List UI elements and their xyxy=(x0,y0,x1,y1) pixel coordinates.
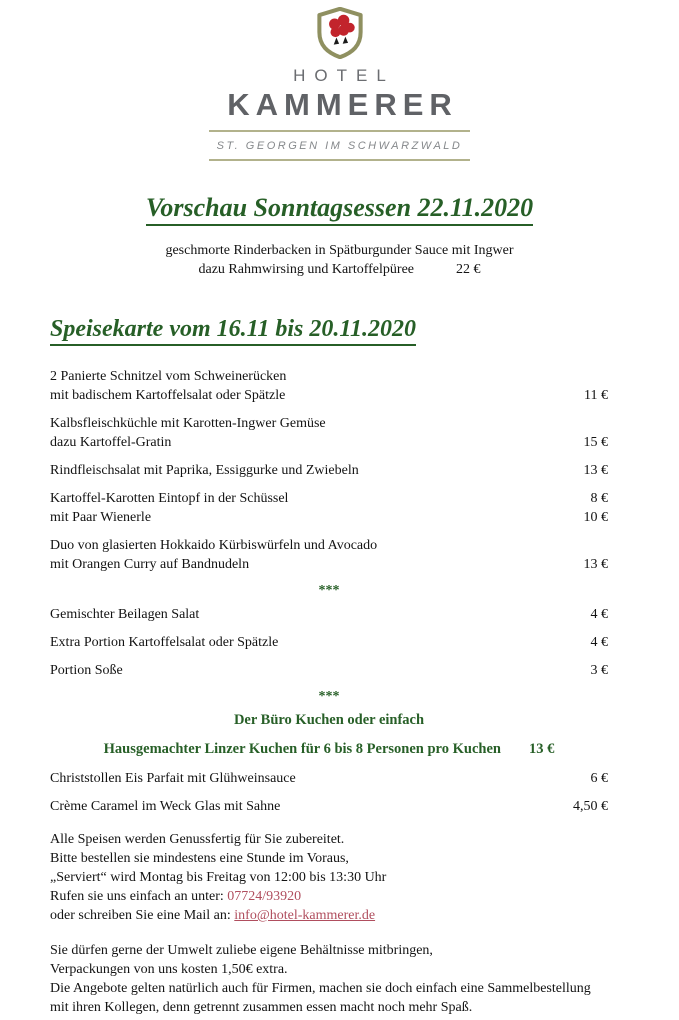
section-separator: *** xyxy=(318,689,340,704)
menu-item: Crème Caramel im Weck Glas mit Sahne 4,50 € xyxy=(50,799,608,814)
menu-item: Christstollen Eis Parfait mit Glühweinsauce 6 € xyxy=(50,771,608,786)
price: 15 € xyxy=(583,435,608,450)
logo-tagline: ST. GEORGEN IM SCHWARZWALD xyxy=(216,140,463,152)
info-line: Rufen sie uns einfach an unter: 07724/93920 xyxy=(50,889,302,904)
price: 6 € xyxy=(590,771,608,786)
ordering-info xyxy=(50,830,629,925)
footer-line: Verpackungen von uns kosten 1,50€ extra. xyxy=(50,962,288,977)
menu-item: Duo von glasierten Hokkaido Kürbiswürfeln und Avocado mit Orangen Curry auf Bandnudeln 13 € xyxy=(50,538,608,572)
hotel-logo xyxy=(0,7,679,161)
price: 4,50 € xyxy=(573,799,608,814)
footer-note xyxy=(50,941,629,1017)
price: 13 € xyxy=(528,741,555,757)
shield-berries-icon xyxy=(313,7,367,59)
section-separator: *** xyxy=(318,583,340,598)
menu-item: Gemischter Beilagen Salat 4 € xyxy=(50,607,608,622)
footer-line: Sie dürfen gerne der Umwelt zuliebe eigene Behältnisse mitbringen, xyxy=(50,943,433,958)
price: 11 € xyxy=(584,388,608,403)
info-line: „Serviert“ wird Montag bis Freitag von 12:00 bis 13:30 Uhr xyxy=(50,870,387,885)
menu-item: Rindfleischsalat mit Paprika, Essiggurke und Zwiebeln 13 € xyxy=(50,463,608,478)
sunday-dish xyxy=(0,241,679,279)
email-link[interactable]: info@hotel-kammerer.de xyxy=(234,908,376,923)
logo-hotel-name: KAMMERER xyxy=(227,87,458,122)
footer-line: Die Angebote gelten natürlich auch für Firmen, machen sie doch einfach eine Sammelbestellung xyxy=(50,981,591,996)
menu-item: Kalbsfleischküchle mit Karotten-Ingwer Gemüse dazu Kartoffel-Gratin 15 € xyxy=(50,416,608,450)
phone-number: 07724/93920 xyxy=(227,889,302,904)
cake-heading: Der Büro Kuchen oder einfach xyxy=(233,712,425,728)
price: 4 € xyxy=(590,635,608,650)
sunday-dish-line2: dazu Rahmwirsing und Kartoffelpüree 22 € xyxy=(198,262,481,277)
menu-item: Extra Portion Kartoffelsalat oder Spätzle 4 € xyxy=(50,635,608,650)
logo-tagline-box xyxy=(209,130,471,161)
menu-item: 2 Panierte Schnitzel vom Schweinerücken mit badischem Kartoffelsalat oder Spätzle 11 € xyxy=(50,369,608,403)
sunday-price: 22 € xyxy=(456,262,481,277)
menu-item: Kartoffel-Karotten Eintopf in der Schüssel 8 € mit Paar Wienerle 10 € xyxy=(50,491,608,525)
sunday-title: Vorschau Sonntagsessen 22.11.2020 xyxy=(0,193,679,226)
price: 8 € xyxy=(590,491,608,506)
price: 4 € xyxy=(590,607,608,622)
info-line: Alle Speisen werden Genussfertig für Sie zubereitet. xyxy=(50,832,345,847)
price: 3 € xyxy=(590,663,608,678)
footer-line: mit ihren Kollegen, denn getrennt zusammen essen macht noch mehr Spaß. xyxy=(50,1000,473,1015)
price: 10 € xyxy=(583,510,608,525)
sunday-dish-line1: geschmorte Rinderbacken in Spätburgunder Sauce mit Ingwer xyxy=(165,243,514,258)
price: 13 € xyxy=(583,557,608,572)
week-title: Speisekarte vom 16.11 bis 20.11.2020 xyxy=(50,316,679,346)
info-line: oder schreiben Sie eine Mail an: info@hotel-kammerer.de xyxy=(50,908,376,923)
menu-item: Portion Soße 3 € xyxy=(50,663,608,678)
cake-offer: Hausgemachter Linzer Kuchen für 6 bis 8 Personen pro Kuchen 13 € xyxy=(103,741,555,757)
info-line: Bitte bestellen sie mindestens eine Stunde im Voraus, xyxy=(50,851,349,866)
logo-hotel-word: HOTEL xyxy=(293,66,395,85)
menu-items xyxy=(50,367,608,816)
price: 13 € xyxy=(583,463,608,478)
